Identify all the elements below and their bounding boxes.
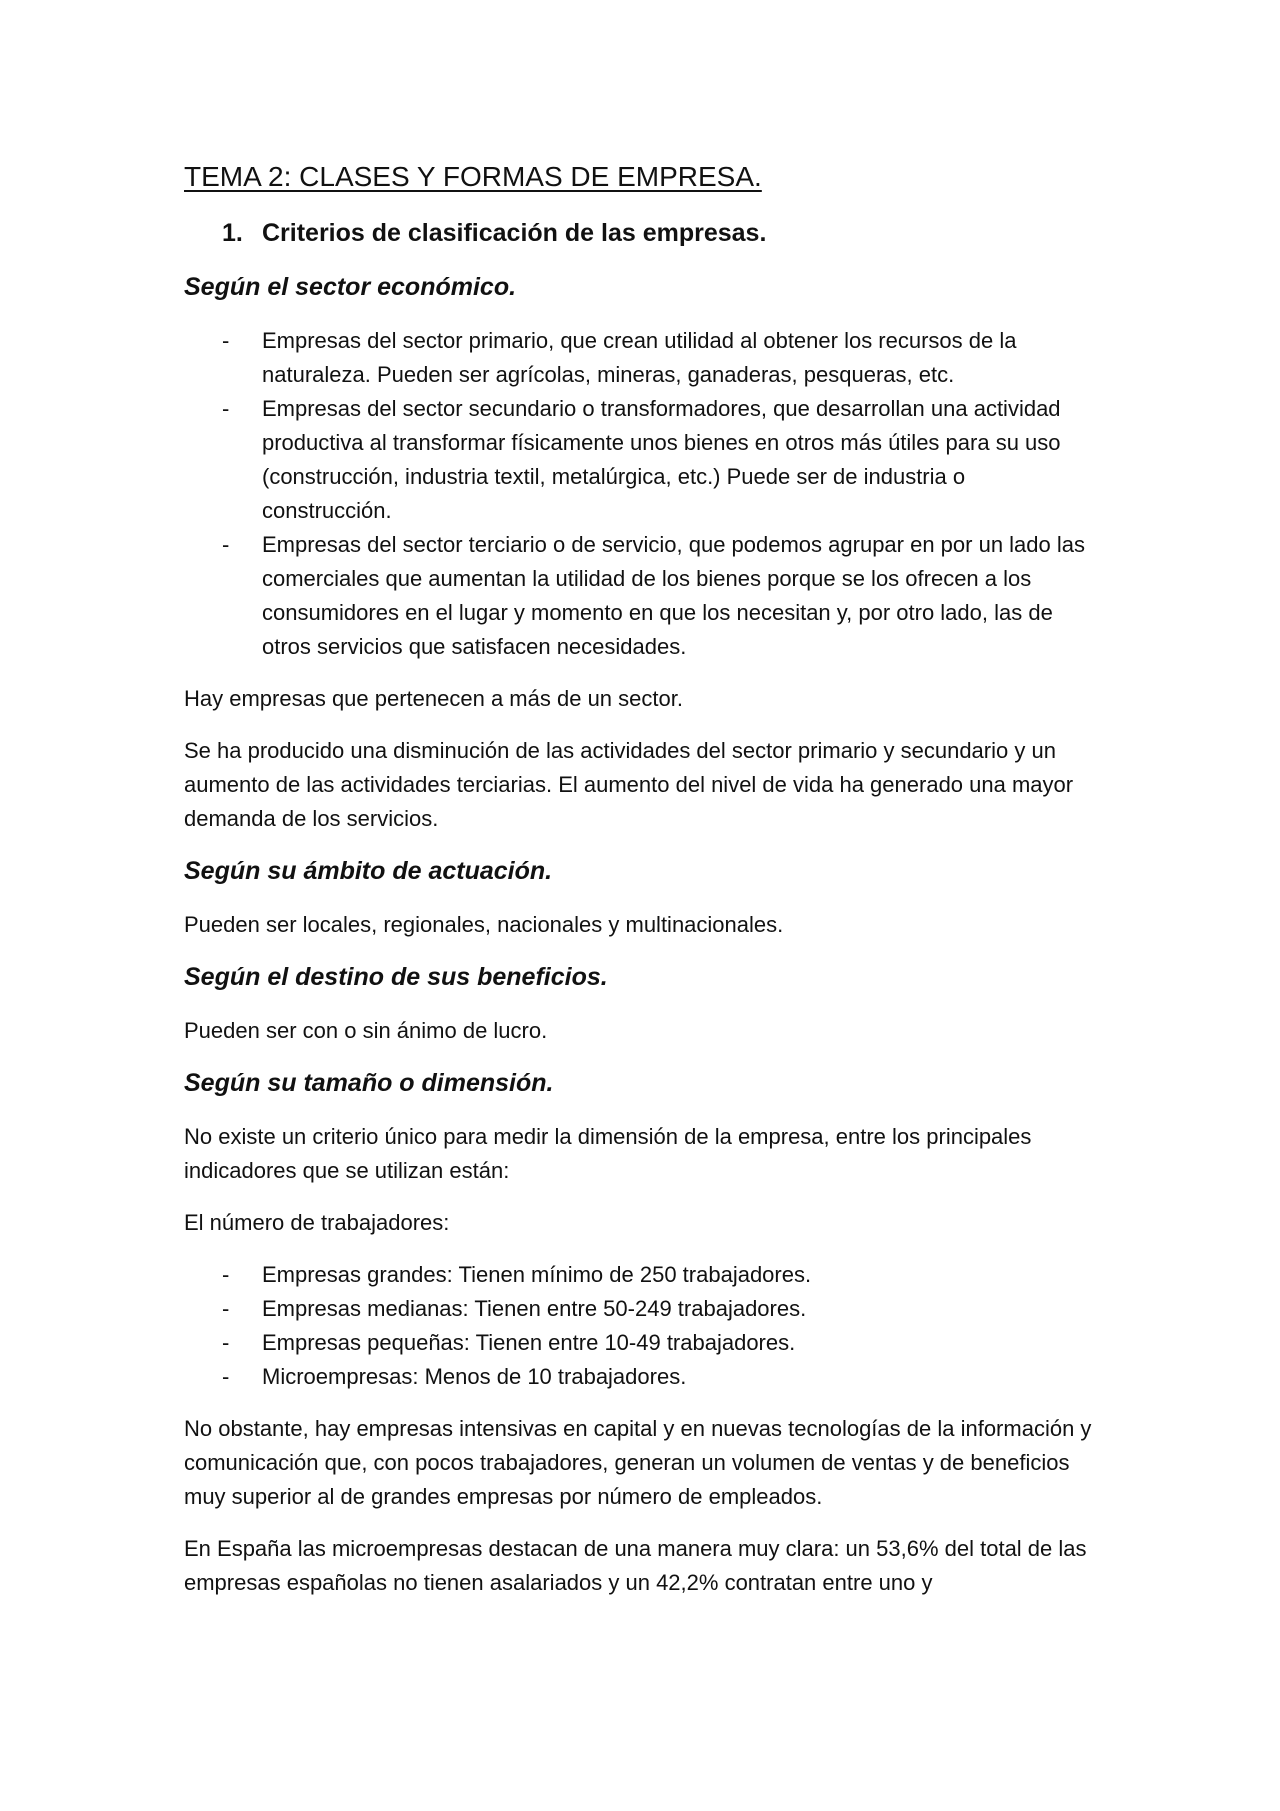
- list-item: [184, 324, 1100, 392]
- list-item-text: Empresas grandes: Tienen mínimo de 250 trabajadores.: [262, 1262, 812, 1287]
- bullet-dash: -: [222, 1296, 230, 1321]
- document-title: TEMA 2: CLASES Y FORMAS DE EMPRESA.: [184, 161, 762, 192]
- list-item-text: Empresas del sector primario, que crean utilidad al obtener los recursos de la naturaleza. Pueden ser agrícolas, mineras, ganaderas, pesqueras, etc.: [262, 328, 1017, 387]
- section-heading: [184, 216, 1100, 250]
- sector-list: [184, 324, 1100, 664]
- size-list: [184, 1258, 1100, 1394]
- paragraph: No existe un criterio único para medir la dimensión de la empresa, entre los principales indicadores que se utilizan están:: [184, 1124, 1032, 1183]
- list-item-text: Empresas del sector terciario o de servicio, que podemos agrupar en por un lado las comerciales que aumentan la utilidad de los bienes porque se los ofrecen a los consumidores en el lugar y momento en que los necesitan y, por otro lado, las de otros servicios que satisfacen necesidades.: [262, 532, 1086, 659]
- bullet-dash: -: [222, 396, 230, 421]
- paragraph: Pueden ser locales, regionales, nacionales y multinacionales.: [184, 912, 784, 937]
- bullet-dash: -: [222, 532, 230, 557]
- list-item: [184, 1292, 1100, 1326]
- list-item: [184, 1258, 1100, 1292]
- paragraph: El número de trabajadores:: [184, 1210, 450, 1235]
- paragraph: Pueden ser con o sin ánimo de lucro.: [184, 1018, 548, 1043]
- subheading-destino: Según el destino de sus beneficios.: [184, 963, 608, 991]
- paragraph: Se ha producido una disminución de las actividades del sector primario y secundario y un aumento de las actividades terciarias. El aumento del nivel de vida ha generado una mayor demanda de los servicios.: [184, 738, 1074, 831]
- bullet-dash: -: [222, 1364, 230, 1389]
- paragraph: Hay empresas que pertenecen a más de un sector.: [184, 686, 683, 711]
- section-number: 1.: [222, 219, 243, 247]
- subheading-tamano: Según su tamaño o dimensión.: [184, 1069, 554, 1097]
- list-item: [184, 528, 1100, 664]
- bullet-dash: -: [222, 1330, 230, 1355]
- section-heading-text: Criterios de clasificación de las empresas.: [262, 219, 767, 247]
- list-item-text: Microempresas: Menos de 10 trabajadores.: [262, 1364, 687, 1389]
- bullet-dash: -: [222, 328, 230, 353]
- list-item-text: Empresas medianas: Tienen entre 50-249 trabajadores.: [262, 1296, 807, 1321]
- subheading-sector: Según el sector económico.: [184, 273, 517, 301]
- paragraph: En España las microempresas destacan de una manera muy clara: un 53,6% del total de las empresas españolas no tienen asalariados y un 42,2% contratan entre uno y: [184, 1536, 1087, 1595]
- list-item-text: Empresas pequeñas: Tienen entre 10-49 trabajadores.: [262, 1330, 796, 1355]
- list-item: [184, 1360, 1100, 1394]
- subheading-ambito: Según su ámbito de actuación.: [184, 857, 553, 885]
- list-item: [184, 1326, 1100, 1360]
- list-item: [184, 392, 1100, 528]
- list-item-text: Empresas del sector secundario o transformadores, que desarrollan una actividad productiva al transformar físicamente unos bienes en otros más útiles para su uso (construcción, industria textil, metalúrgica, etc.) Puede ser de industria o construcción.: [262, 396, 1061, 523]
- paragraph: No obstante, hay empresas intensivas en capital y en nuevas tecnologías de la información y comunicación que, con pocos trabajadores, generan un volumen de ventas y de beneficios muy superior al de grandes empresas por número de empleados.: [184, 1416, 1092, 1509]
- bullet-dash: -: [222, 1262, 230, 1287]
